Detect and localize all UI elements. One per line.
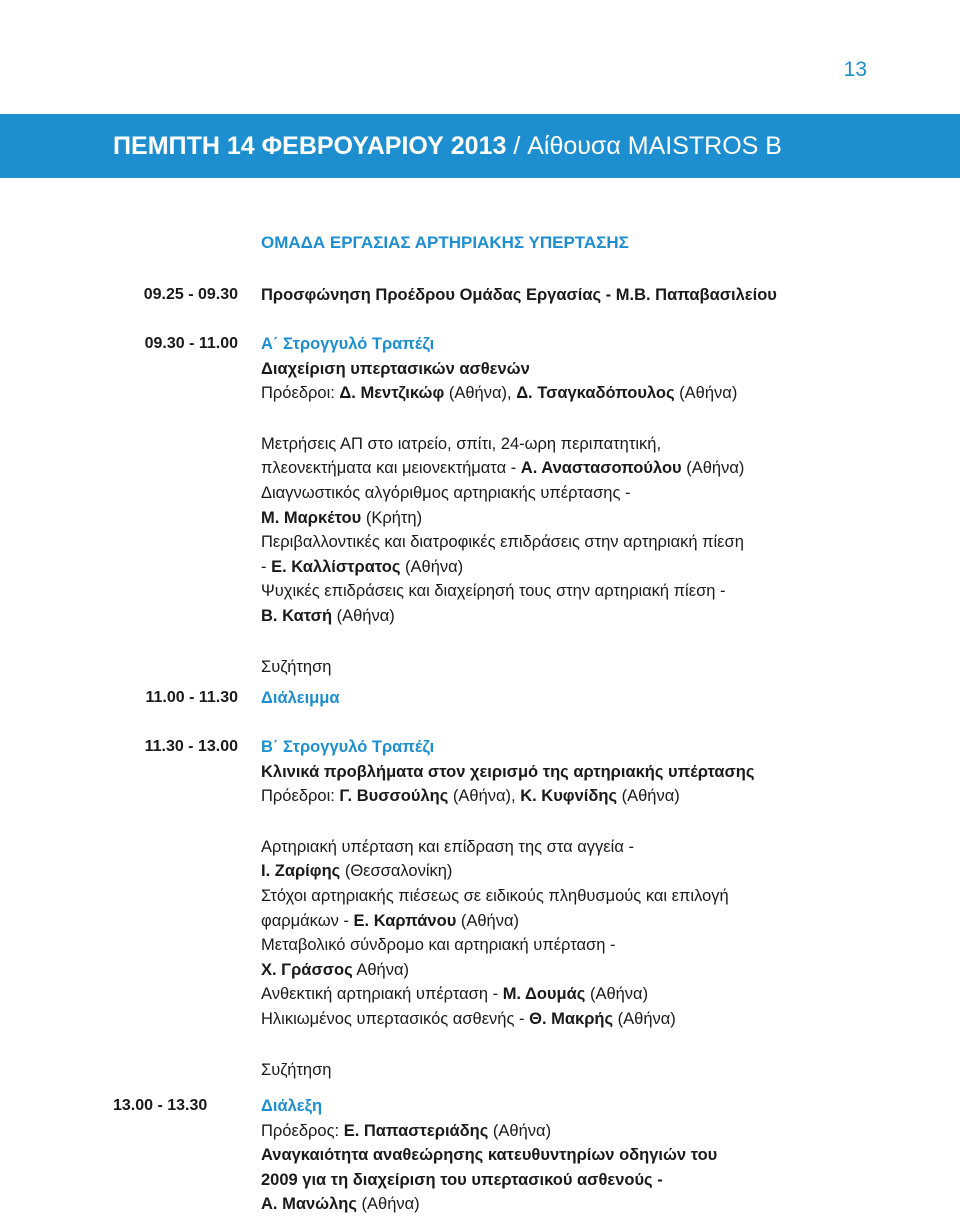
session-kind: Β΄ Στρογγυλό Τραπέζι [261,738,435,756]
speaker-location: (Αθήνα) [332,606,395,625]
talk-line [261,456,921,481]
talk-line [261,909,921,934]
talk-text: Ηλικιωμένος υπερτασικός ασθενής - [261,1009,530,1028]
talk-line: Μεταβολικό σύνδρομο και αρτηριακή υπέρταση - [261,936,616,955]
talk-line [261,859,921,884]
talk-text: πλεονεκτήματα και μειονεκτήματα - [261,459,521,478]
speaker-location: Αθήνα) [352,960,410,979]
session-title: Κλινικά προβλήματα στον χειρισμό της αρτηριακής υπέρτασης [261,762,755,781]
talk-line [261,958,921,983]
talk-text: φαρμάκων - [261,911,354,930]
chair-name: Ε. Παπαστεριάδης [343,1121,489,1140]
talk-text: Ανθεκτική αρτηριακή υπέρταση - [261,985,503,1004]
chairs-label: Πρόεδροι: [261,384,340,403]
speaker-name: Μ. Μαρκέτου [261,508,362,527]
talk-line: Στόχοι αρτηριακής πιέσεως σε ειδικούς πληθυσμούς και επιλογή [261,886,729,905]
talk-text: - [261,557,272,576]
session-title: Προσφώνηση Προέδρου Ομάδας Εργασίας - Μ.Β. Παπαβασιλείου [261,286,777,304]
page-number: 13 [843,58,867,81]
speaker-name: Ε. Καρπάνου [353,911,457,930]
talk-line [261,982,921,1007]
speaker-name: Β. Κατσή [261,606,333,625]
speaker-name: Ε. Καλλίστρατος [271,557,401,576]
talk-line: Περιβαλλοντικές και διατροφικές επιδράσεις στην αρτηριακή πίεση [261,533,744,552]
banner-separator: / [506,131,528,160]
speaker-name: Χ. Γράσσος [261,960,353,979]
chair-location: (Αθήνα) [674,384,738,403]
session-time: 11.30 - 13.00 [144,738,238,755]
session-kind: Α΄ Στρογγυλό Τραπέζι [261,335,435,353]
session-chair [261,1119,921,1144]
speaker-name: Μ. Δουμάς [502,985,586,1004]
session-kind: Διάλεξη [261,1097,323,1115]
talk-line: Αρτηριακή υπέρταση και επίδραση της στα αγγεία - [261,837,634,856]
session-time: 09.30 - 11.00 [144,335,238,352]
session-title: Διάλειμμα [261,689,340,707]
discussion-label: Συζήτηση [261,657,332,676]
lecture-speaker [261,1192,921,1217]
chair-location: (Αθήνα), [448,787,521,806]
chair-name: Γ. Βυσσούλης [339,787,449,806]
chair-location: (Αθήνα) [617,787,680,806]
chair-label: Πρόεδρος: [261,1121,344,1140]
speaker-name: Α. Μανώλης [261,1195,357,1214]
banner-room: Αίθουσα MAISTROS B [527,131,782,160]
talk-line [261,1007,921,1032]
chair-name: Δ. Τσαγκαδόπουλος [516,384,675,403]
talk-line: Μετρήσεις ΑΠ στο ιατρείο, σπίτι, 24-ωρη περιπατητική, [261,434,662,453]
speaker-location: (Αθήνα) [356,1195,420,1214]
speaker-name: Α. Αναστασοπούλου [520,459,682,478]
banner-date: ΠΕΜΠΤΗ 14 ΦΕΒΡΟΥΑΡΙΟΥ 2013 [113,131,507,160]
talk-line [261,506,921,531]
session-chairs [261,381,921,406]
lecture-title: 2009 για τη διαχείριση του υπερτασικού ασθενούς - [261,1170,663,1189]
speaker-name: Θ. Μακρής [529,1009,614,1028]
speaker-location: (Αθήνα) [681,459,745,478]
date-banner [0,114,960,178]
session-time: 11.00 - 11.30 [145,689,238,706]
session-title: Διαχείριση υπερτασικών ασθενών [261,359,530,378]
speaker-location: (Αθήνα) [400,557,464,576]
chairs-label: Πρόεδροι: [261,787,340,806]
group-title: ΟΜΑΔΑ ΕΡΓΑΣΙΑΣ ΑΡΤΗΡΙΑΚΗΣ ΥΠΕΡΤΑΣΗΣ [261,233,629,252]
speaker-location: (Αθήνα) [585,985,649,1004]
lecture-title: Αναγκαιότητα αναθεώρησης κατευθυντηρίων οδηγιών του [261,1146,718,1165]
talk-line: Διαγνωστικός αλγόριθμος αρτηριακής υπέρτασης - [261,483,631,502]
chair-name: Δ. Μεντζικώφ [339,384,445,403]
session-time: 09.25 - 09.30 [143,286,238,303]
session-time: 13.00 - 13.30 [113,1097,208,1114]
talk-line [261,604,921,629]
chair-location: (Αθήνα), [444,384,517,403]
talk-line: Ψυχικές επιδράσεις και διαχείρησή τους στην αρτηριακή πίεση - [261,582,726,601]
speaker-location: (Αθήνα) [456,911,520,930]
talk-line [261,555,921,580]
chair-location: (Αθήνα) [488,1121,552,1140]
chair-name: Κ. Κυφνίδης [520,787,618,806]
session-chairs [261,784,921,809]
speaker-location: (Κρήτη) [361,508,423,527]
speaker-location: (Αθήνα) [613,1009,676,1028]
speaker-location: (Θεσσαλονίκη) [340,862,453,881]
speaker-name: Ι. Ζαρίφης [261,862,341,881]
discussion-label: Συζήτηση [261,1060,332,1079]
